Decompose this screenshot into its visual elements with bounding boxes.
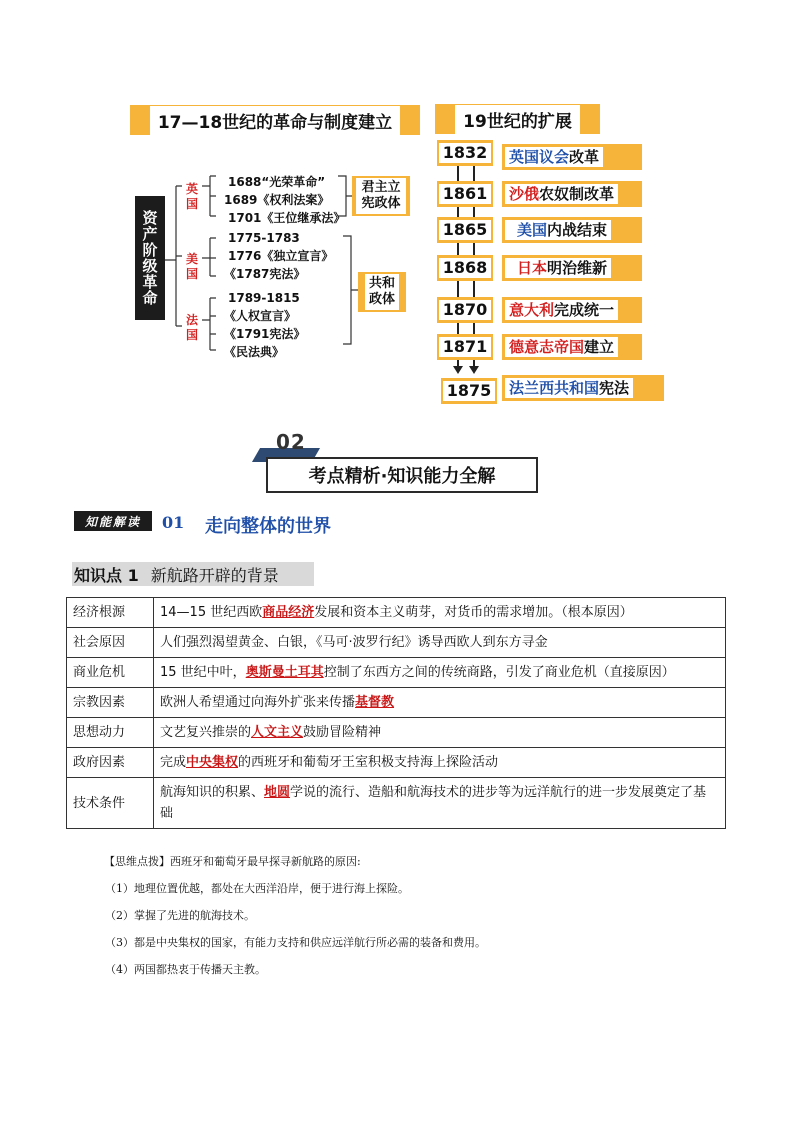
timeline-header: 19世纪的扩展 bbox=[435, 104, 600, 134]
unit-number: 01 bbox=[162, 513, 185, 532]
event-france-3: 《1791宪法》 bbox=[224, 327, 306, 341]
event-france-1: 1789-1815 bbox=[228, 291, 300, 305]
event-france-2: 《人权宣言》 bbox=[224, 309, 297, 323]
table-text: 发展和资本主义萌芽，对货币的需求增加。（根本原因） bbox=[314, 605, 633, 620]
table-row bbox=[67, 748, 726, 778]
country-england: 英国 bbox=[185, 182, 198, 211]
table-row-key: 技术条件 bbox=[67, 778, 154, 829]
timeline-year-1832: 1832 bbox=[437, 140, 493, 166]
timeline-event-1870: 意大利完成统一 bbox=[502, 297, 642, 323]
country-usa: 美国 bbox=[185, 252, 198, 281]
timeline-event-1875: 法兰西共和国宪法 bbox=[502, 375, 664, 401]
table-row-key: 经济根源 bbox=[67, 598, 154, 628]
timeline-event-1868: 日本明治维新 bbox=[502, 255, 642, 281]
table-row-key: 思想动力 bbox=[67, 718, 154, 748]
table-row bbox=[67, 718, 726, 748]
event-england-3: 1701《王位继承法》 bbox=[228, 211, 346, 225]
table-text: 文艺复兴推崇的 bbox=[160, 725, 252, 740]
table-row-value bbox=[154, 778, 726, 829]
table-highlight: 地圆 bbox=[264, 785, 291, 800]
table-text: 人们强烈渴望黄金、白银，《马可·波罗行纪》诱导西欧人到东方寻金 bbox=[160, 635, 548, 650]
table-row-key: 社会原因 bbox=[67, 628, 154, 658]
event-france-4: 《民法典》 bbox=[224, 345, 285, 359]
timeline-event-1832: 英国议会改革 bbox=[502, 144, 642, 170]
table-row bbox=[67, 778, 726, 829]
table-highlight: 商品经济 bbox=[262, 605, 315, 620]
table-row bbox=[67, 658, 726, 688]
table-text: 的西班牙和葡萄牙王室积极支持海上探险活动 bbox=[238, 755, 499, 770]
background-table bbox=[66, 597, 726, 829]
table-row-key: 商业危机 bbox=[67, 658, 154, 688]
event-england-2: 1689《权利法案》 bbox=[224, 193, 330, 207]
note-1: （1）地理位置优越，都处在大西洋沿岸，便于进行海上探险。 bbox=[105, 882, 409, 895]
table-text: 学说的流行、造船和航海技术的进步等为远洋航行的进一步发展奠定了基础 bbox=[160, 785, 707, 821]
unit-title: 走向整体的世界 bbox=[205, 516, 331, 537]
left-diagram-header: 17—18世纪的革命与制度建立 bbox=[130, 105, 420, 135]
note-3: （3）都是中央集权的国家，有能力支持和供应远洋航行所必需的装备和费用。 bbox=[105, 936, 486, 949]
country-france: 法国 bbox=[185, 313, 198, 342]
table-text: 控制了东西方之间的传统商路，引发了商业危机（直接原因） bbox=[323, 665, 675, 680]
table-text: 欧洲人希望通过向海外扩张来传播 bbox=[160, 695, 356, 710]
event-england-1: 1688“光荣革命” bbox=[228, 175, 326, 189]
tag-republic: 共和政体 bbox=[358, 272, 406, 312]
timeline-year-1875: 1875 bbox=[441, 378, 497, 404]
event-usa-3: 《1787宪法》 bbox=[224, 267, 306, 281]
table-text: 航海知识的积累、 bbox=[160, 785, 265, 800]
table-row-key: 宗教因素 bbox=[67, 688, 154, 718]
table-row bbox=[67, 688, 726, 718]
table-row-key: 政府因素 bbox=[67, 748, 154, 778]
table-row-value bbox=[154, 598, 726, 628]
bourgeois-revolution-label: 资产阶级革命 bbox=[135, 196, 165, 320]
table-text: 14—15 世纪西欧 bbox=[160, 605, 263, 620]
note-2: （2）掌握了先进的航海技术。 bbox=[105, 909, 255, 922]
table-row-value bbox=[154, 688, 726, 718]
timeline-year-1861: 1861 bbox=[437, 181, 493, 207]
table-highlight: 奥斯曼土耳其 bbox=[245, 665, 324, 680]
table-row-value bbox=[154, 748, 726, 778]
section-number: 02 bbox=[276, 430, 306, 454]
timeline-event-1861: 沙俄农奴制改革 bbox=[502, 181, 642, 207]
table-highlight: 基督教 bbox=[355, 695, 395, 710]
unit-badge: 知能解读 bbox=[74, 511, 152, 531]
timeline-event-1871: 德意志帝国建立 bbox=[502, 334, 642, 360]
event-usa-1: 1775-1783 bbox=[228, 231, 300, 245]
knowledge-point-header bbox=[72, 562, 314, 586]
tag-constitutional-monarchy: 君主立宪政体 bbox=[352, 176, 410, 216]
knowledge-point-label: 知识点 1 bbox=[74, 565, 139, 585]
table-row-value bbox=[154, 628, 726, 658]
table-highlight: 中央集权 bbox=[186, 755, 239, 770]
table-text: 15 世纪中叶， bbox=[160, 665, 246, 680]
knowledge-point-title: 新航路开辟的背景 bbox=[150, 565, 279, 585]
timeline-year-1871: 1871 bbox=[437, 334, 493, 360]
note-title: 【思维点拨】西班牙和葡萄牙最早探寻新航路的原因: bbox=[104, 855, 361, 868]
table-row bbox=[67, 598, 726, 628]
section-title: 考点精析·知识能力全解 bbox=[266, 457, 538, 493]
table-highlight: 人文主义 bbox=[251, 725, 304, 740]
table-row-value bbox=[154, 658, 726, 688]
event-usa-2: 1776《独立宣言》 bbox=[228, 249, 334, 263]
timeline-year-1870: 1870 bbox=[437, 297, 493, 323]
note-4: （4）两国都热衷于传播天主教。 bbox=[105, 963, 266, 976]
timeline-year-1865: 1865 bbox=[437, 217, 493, 243]
timeline-year-1868: 1868 bbox=[437, 255, 493, 281]
table-row-value bbox=[154, 718, 726, 748]
table-text: 完成 bbox=[160, 755, 187, 770]
table-text: 鼓励冒险精神 bbox=[303, 725, 382, 740]
timeline-event-1865: 美国内战结束 bbox=[502, 217, 642, 243]
table-row bbox=[67, 628, 726, 658]
